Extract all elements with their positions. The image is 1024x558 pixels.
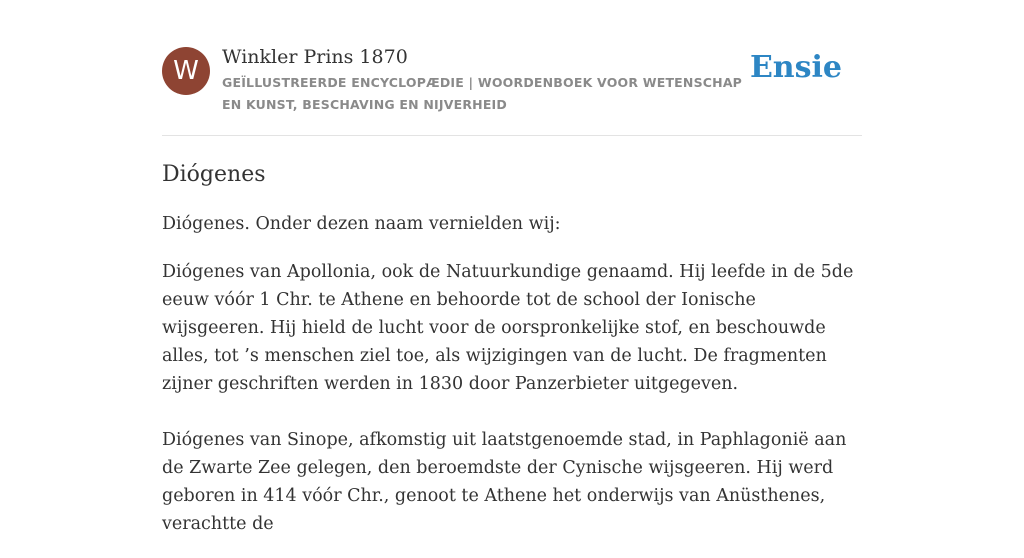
source-title[interactable]: Winkler Prins 1870 [222, 46, 408, 68]
ensie-logo-link[interactable]: Ensie [749, 50, 842, 85]
article-paragraph: Diógenes van Apollonia, ook de Natuurkundige genaamd. Hij leefde in de 5de eeuw vóór 1 Chr. te Athene en behoorde tot de school der Ionische wijsgeeren. Hij hield de lucht voor de oorspronkelijke stof, en beschouwde alles, tot ’s menschen ziel toe, als wijzigingen van de lucht. De fragmenten zijner geschriften werden in 1830 door Panzerbieter uitgegeven. [162, 262, 854, 394]
source-header [162, 40, 862, 136]
header-divider [162, 135, 862, 136]
source-avatar[interactable]: W [162, 47, 210, 95]
article-paragraph: Diógenes. Onder dezen naam vernielden wij: [162, 214, 561, 234]
article-title: Diógenes [162, 162, 266, 187]
article [162, 160, 862, 558]
source-subtitle: GEÏLLUSTREERDE ENCYCLOPÆDIE | WOORDENBOEK VOOR WETENSCHAP EN KUNST, BESCHAVING EN NIJVERHEID [222, 75, 743, 112]
article-paragraph: Diógenes van Sinope, afkomstig uit laatstgenoemde stad, in Paphlagonië aan de Zwarte Zee gelegen, den beroemdste der Cynische wijsgeeren. Hij werd geboren in 414 vóór Chr., genoot te Athene het onderwijs van Anüsthenes, verachtte de [162, 430, 847, 534]
